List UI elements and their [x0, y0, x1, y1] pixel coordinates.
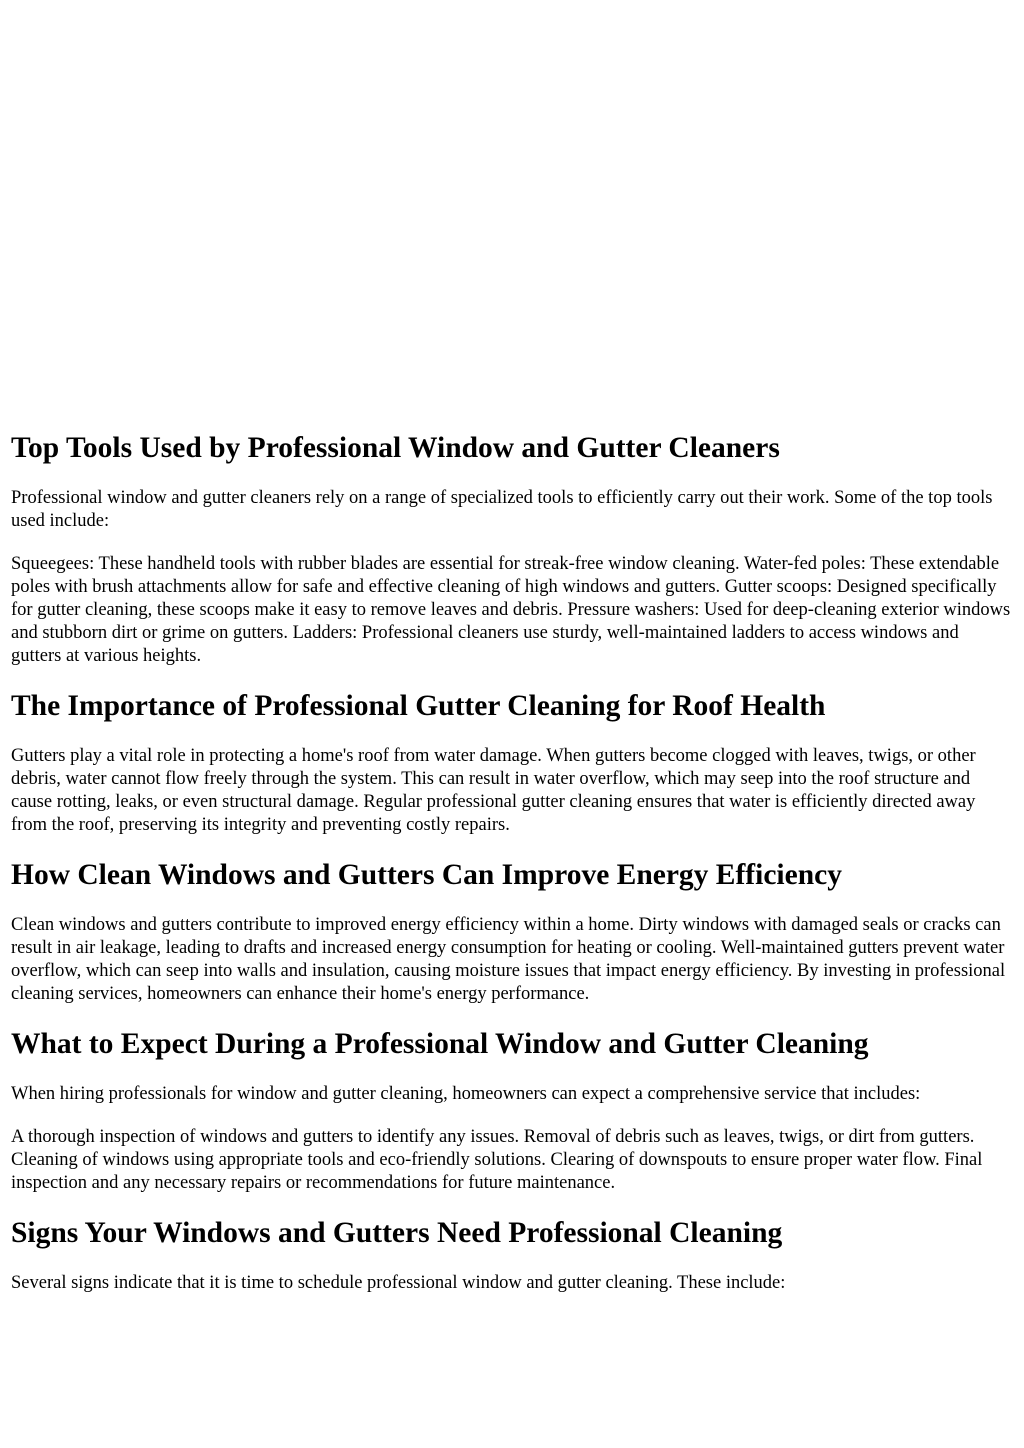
section-paragraph: When hiring professionals for window and gutter cleaning, homeowners can expect a comprehensive service that includes: — [11, 1084, 921, 1104]
section-heading: Top Tools Used by Professional Window and Gutter Cleaners — [11, 432, 780, 464]
section-energy-efficiency — [11, 857, 1013, 1006]
section-paragraph: Professional window and gutter cleaners rely on a range of specialized tools to efficiently carry out their work. Some of the top tools used include: — [11, 488, 993, 531]
section-roof-health — [11, 688, 1013, 837]
section-what-to-expect — [11, 1026, 1013, 1195]
section-paragraph: A thorough inspection of windows and gutters to identify any issues. Removal of debris such as leaves, twigs, or dirt from gutters. Cleaning of windows using appropriate tools and eco-friendly solutions. Clearing of downspouts to ensure proper water flow. Final inspection and any necessary repairs or recommendations for future maintenance. — [11, 1127, 983, 1193]
top-blank-area — [0, 0, 1024, 430]
section-heading: Signs Your Windows and Gutters Need Professional Cleaning — [11, 1217, 783, 1249]
section-paragraph: Gutters play a vital role in protecting a home's roof from water damage. When gutters become clogged with leaves, twigs, or other debris, water cannot flow freely through the system. This can result in water overflow, which may seep into the roof structure and cause rotting, leaks, or even structural damage. Regular professional gutter cleaning ensures that water is efficiently directed away from the roof, preserving its integrity and preventing costly repairs. — [11, 746, 976, 835]
section-signs — [11, 1215, 1013, 1295]
section-paragraph: Several signs indicate that it is time to schedule professional window and gutter cleaning. These include: — [11, 1273, 786, 1293]
section-heading: What to Expect During a Professional Window and Gutter Cleaning — [11, 1028, 869, 1060]
section-paragraph: Squeegees: These handheld tools with rubber blades are essential for streak-free window cleaning. Water-fed poles: These extendable poles with brush attachments allow for safe and effective cleaning of high windows and gutters. Gutter scoops: Designed specifically for gutter cleaning, these scoops make it easy to remove leaves and debris. Pressure washers: Used for deep-cleaning exterior windows and stubborn dirt or grime on gutters. Ladders: Professional cleaners use sturdy, well-maintained ladders to access windows and gutters at various heights. — [11, 554, 1011, 666]
section-heading: How Clean Windows and Gutters Can Improve Energy Efficiency — [11, 859, 842, 891]
section-top-tools — [11, 430, 1013, 668]
article-body — [0, 430, 1024, 1295]
section-paragraph: Clean windows and gutters contribute to improved energy efficiency within a home. Dirty windows with damaged seals or cracks can result in air leakage, leading to drafts and increased energy consumption for heating or cooling. Well-maintained gutters prevent water overflow, which can seep into walls and insulation, causing moisture issues that impact energy efficiency. By investing in professional cleaning services, homeowners can enhance their home's energy performance. — [11, 915, 1006, 1004]
section-heading: The Importance of Professional Gutter Cleaning for Roof Health — [11, 690, 826, 722]
